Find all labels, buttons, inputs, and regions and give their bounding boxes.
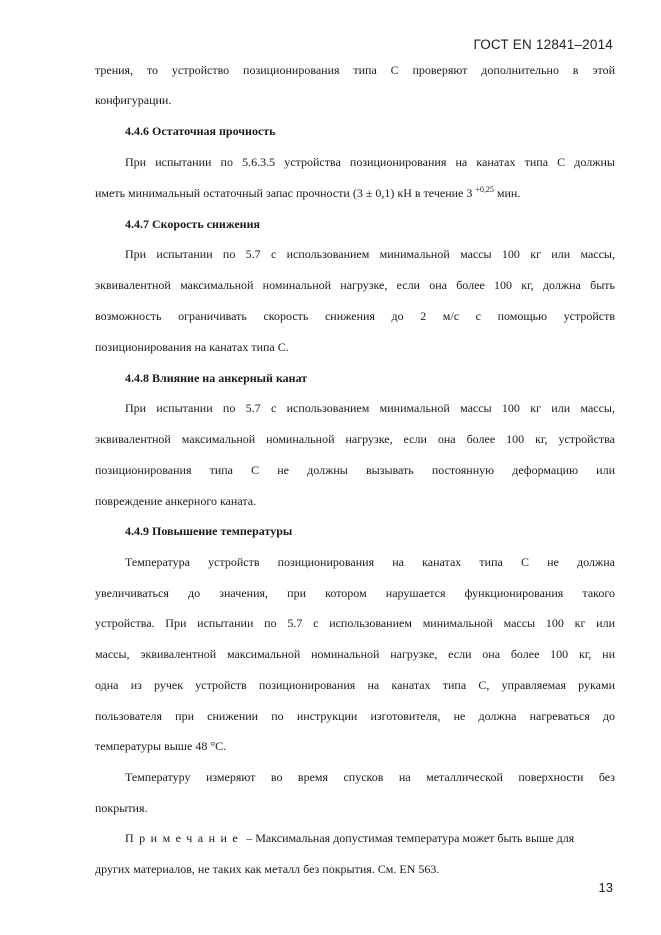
text-line: пользователя при снижении по инструкции изготовителя, не должна нагреваться до: [95, 709, 615, 723]
text-line: позиционирования на канатах типа С.: [95, 340, 289, 354]
text-line: температуры выше 48 °С.: [95, 739, 227, 753]
text-fragment: иметь минимальный остаточный запас прочности (3 ± 0,1) кН в течение 3: [95, 186, 473, 200]
section-heading-4-4-6: 4.4.6 Остаточная прочность: [125, 124, 276, 138]
note-line: других материалов, не таких как металл без покрытия. См. EN 563.: [95, 862, 440, 876]
text-line: При испытании по 5.7 с использованием минимальной массы 100 кг или массы,: [125, 247, 615, 261]
text-line: Температура устройств позиционирования на канатах типа С не должна: [125, 555, 615, 569]
page-number: 13: [598, 880, 613, 895]
text-line: конфигурации.: [95, 93, 172, 107]
note-text: – Максимальная допустимая температура может быть выше для: [243, 831, 575, 845]
text-line: покрытия.: [95, 801, 148, 815]
text-line: массы, эквивалентной максимальной номинальной нагрузке, если она более 100 кг, ни: [95, 647, 615, 661]
section-heading-4-4-9: 4.4.9 Повышение температуры: [125, 524, 293, 538]
text-line: возможность ограничивать скорость снижения до 2 м/с с помощью устройств: [95, 309, 615, 323]
text-line: При испытании по 5.7 с использованием минимальной массы 100 кг или массы,: [125, 401, 615, 415]
text-line: эквивалентной максимальной номинальной нагрузке, если она более 100 кг, устройства: [95, 432, 615, 446]
text-line: повреждение анкерного каната.: [95, 494, 257, 508]
text-line: одна из ручек устройств позиционирования на канатах типа С, управляемая руками: [95, 678, 615, 692]
note-line: [95, 830, 615, 846]
document-code-header: ГОСТ EN 12841–2014: [473, 37, 613, 52]
text-fragment: мин.: [493, 186, 521, 200]
tolerance-superscript: +0,25: [475, 185, 494, 194]
text-line: увеличиваться до значения, при котором нарушается функционирования такого: [95, 586, 615, 600]
text-line: При испытании по 5.6.3.5 устройства позиционирования на канатах типа С должны: [125, 155, 615, 169]
text-line: [95, 185, 615, 201]
text-line: трения, то устройство позиционирования типа С проверяют дополнительно в этой: [95, 63, 615, 77]
text-line: Температуру измеряют во время спусков на металлической поверхности без: [125, 770, 615, 784]
note-label: Примечание: [125, 831, 244, 845]
text-line: устройства. При испытании по 5.7 с использованием минимальной массы 100 кг или: [95, 616, 615, 630]
section-heading-4-4-7: 4.4.7 Скорость снижения: [125, 217, 261, 231]
text-line: эквивалентной максимальной номинальной нагрузке, если она более 100 кг, должна быть: [95, 278, 615, 292]
text-line: позиционирования типа С не должны вызывать постоянную деформацию или: [95, 463, 615, 477]
section-heading-4-4-8: 4.4.8 Влияние на анкерный канат: [125, 371, 308, 385]
